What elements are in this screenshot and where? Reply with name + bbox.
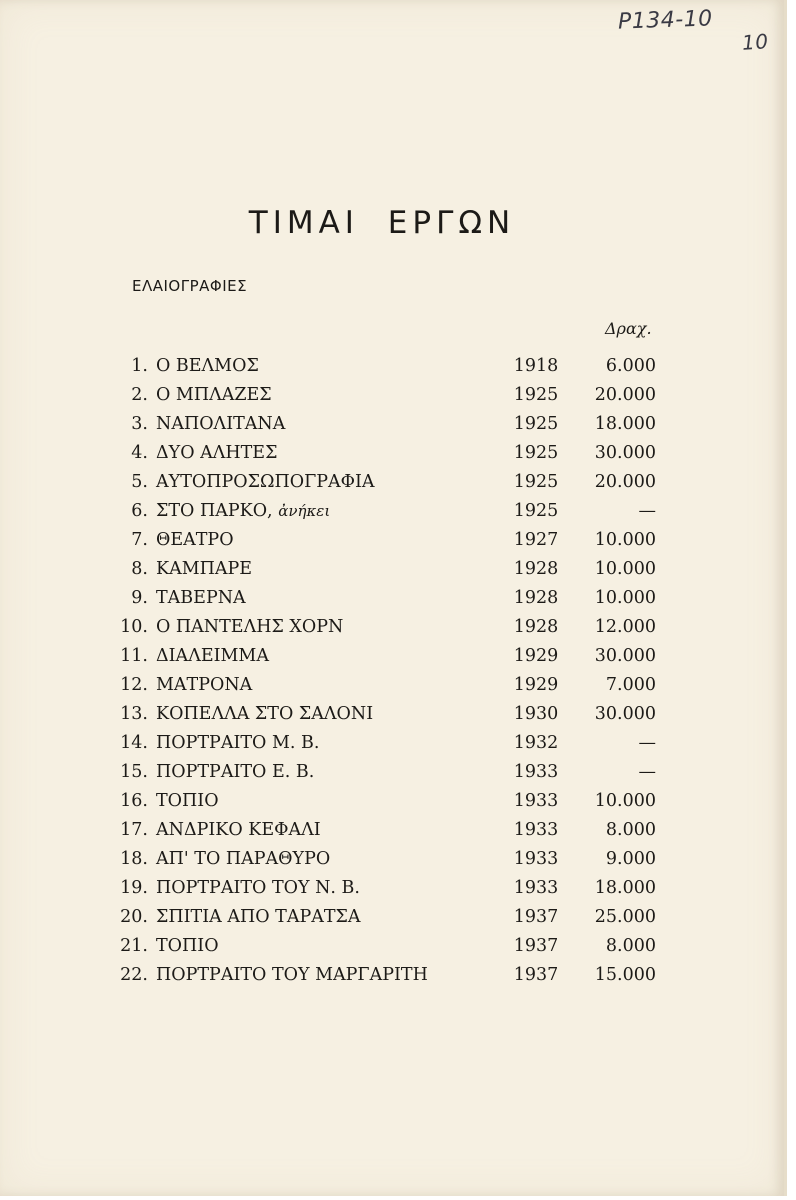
- item-number: 9.: [131, 588, 148, 608]
- item-year: 1937: [513, 907, 559, 927]
- item-title-cell: [156, 497, 330, 526]
- list-item: [0, 439, 784, 468]
- item-year: 1937: [513, 965, 559, 985]
- item-price: 9.000: [605, 849, 656, 869]
- item-number: 18.: [120, 849, 148, 869]
- item-title-cell: [156, 845, 330, 874]
- currency-column-header: Δραχ.: [605, 319, 652, 338]
- item-number: 12.: [120, 675, 148, 695]
- item-title: ΑΥΤΟΠΡΟΣΩΠΟΓΡΑΦΙΑ: [156, 472, 375, 492]
- item-title-cell: [156, 613, 343, 642]
- item-title: ΠΟΡΤΡΑΙΤΟ ΤΟΥ Ν. Β.: [156, 878, 360, 898]
- item-title-cell: [156, 671, 252, 700]
- item-price: —: [638, 501, 656, 521]
- item-title-cell: [156, 381, 272, 410]
- item-title-cell: [156, 903, 361, 932]
- item-number: 13.: [120, 704, 148, 724]
- item-number: 5.: [131, 472, 148, 492]
- handwritten-archive-code: P134-10: [617, 6, 714, 35]
- item-title: ΑΠ' ΤΟ ΠΑΡΑΘΥΡΟ: [156, 849, 331, 869]
- item-number: 15.: [120, 762, 148, 782]
- list-item: [0, 787, 784, 816]
- item-year: 1937: [513, 936, 559, 956]
- item-price: 20.000: [594, 385, 656, 405]
- list-item: [0, 961, 784, 990]
- section-heading: ΕΛΑΙΟΓΡΑΦΙΕΣ: [132, 277, 248, 295]
- item-year: 1928: [513, 588, 559, 608]
- list-item: [0, 352, 784, 381]
- item-title: ΚΑΜΠΑΡΕ: [156, 559, 253, 579]
- item-title-cell: [156, 961, 428, 990]
- item-title: ΔΥΟ ΑΛΗΤΕΣ: [156, 443, 278, 463]
- item-year: 1933: [513, 849, 559, 869]
- item-title-cell: [156, 555, 252, 584]
- item-year: 1929: [513, 646, 559, 666]
- list-item: [0, 932, 784, 961]
- list-item: [0, 700, 784, 729]
- item-year: 1928: [513, 617, 559, 637]
- item-year: 1925: [513, 414, 559, 434]
- item-title: Ο ΒΕΛΜΟΣ: [156, 356, 259, 376]
- item-price: 30.000: [594, 704, 656, 724]
- list-item: [0, 613, 784, 642]
- item-price: 30.000: [594, 646, 656, 666]
- item-price: 10.000: [594, 791, 656, 811]
- item-title-cell: [156, 584, 246, 613]
- item-number: 2.: [131, 385, 148, 405]
- list-item: [0, 526, 784, 555]
- item-title-cell: [156, 410, 285, 439]
- item-price: 18.000: [594, 414, 656, 434]
- item-price: 8.000: [605, 936, 656, 956]
- item-title-cell: [156, 787, 219, 816]
- item-price: 10.000: [594, 530, 656, 550]
- item-year: 1925: [513, 385, 559, 405]
- list-item: [0, 816, 784, 845]
- item-title: ΠΟΡΤΡΑΙΤΟ Μ. Β.: [156, 733, 320, 753]
- item-price: 12.000: [594, 617, 656, 637]
- item-title: ΠΟΡΤΡΑΙΤΟ ΤΟΥ ΜΑΡΓΑΡΙΤΗ: [156, 965, 428, 985]
- item-year: 1925: [513, 472, 559, 492]
- item-number: 3.: [131, 414, 148, 434]
- item-year: 1928: [513, 559, 559, 579]
- item-year: 1933: [513, 791, 559, 811]
- item-title-cell: [156, 816, 321, 845]
- list-item: [0, 642, 784, 671]
- item-title: ΔΙΑΛΕΙΜΜΑ: [156, 646, 269, 666]
- item-year: 1925: [513, 501, 559, 521]
- item-title: ΣΠΙΤΙΑ ΑΠΟ ΤΑΡΑΤΣΑ: [156, 907, 361, 927]
- page-title: ΤΙΜΑΙ ΕΡΓΩΝ: [248, 205, 516, 241]
- item-note: ἀνήκει: [278, 502, 331, 520]
- item-price: 10.000: [594, 559, 656, 579]
- item-price: 7.000: [605, 675, 656, 695]
- item-title: ΝΑΠΟΛΙΤΑΝΑ: [156, 414, 286, 434]
- item-number: 17.: [120, 820, 148, 840]
- list-item: [0, 381, 784, 410]
- item-title-cell: [156, 468, 375, 497]
- list-item: [0, 497, 784, 526]
- item-year: 1927: [513, 530, 559, 550]
- item-title-cell: [156, 642, 269, 671]
- item-title-cell: [156, 526, 234, 555]
- item-title: ΣΤΟ ΠΑΡΚΟ,: [156, 501, 273, 521]
- handwritten-page-number: 10: [741, 29, 770, 55]
- list-item: [0, 671, 784, 700]
- item-number: 16.: [120, 791, 148, 811]
- item-number: 11.: [120, 646, 148, 666]
- item-title: ΚΟΠΕΛΛΑ ΣΤΟ ΣΑΛΟΝΙ: [156, 704, 374, 724]
- list-item: [0, 410, 784, 439]
- list-item: [0, 874, 784, 903]
- item-title-cell: [156, 729, 319, 758]
- item-price: 30.000: [594, 443, 656, 463]
- list-item: [0, 555, 784, 584]
- item-title: ΠΟΡΤΡΑΙΤΟ Ε. Β.: [156, 762, 315, 782]
- item-number: 22.: [120, 965, 148, 985]
- item-number: 7.: [131, 530, 148, 550]
- list-item: [0, 729, 784, 758]
- item-price: —: [638, 733, 656, 753]
- item-year: 1933: [513, 820, 559, 840]
- item-year: 1925: [513, 443, 559, 463]
- item-title: ΜΑΤΡΟΝΑ: [156, 675, 253, 695]
- list-item: [0, 845, 784, 874]
- item-price: 25.000: [594, 907, 656, 927]
- item-price: —: [638, 762, 656, 782]
- item-year: 1918: [513, 356, 559, 376]
- item-title-cell: [156, 352, 259, 381]
- item-price: 15.000: [594, 965, 656, 985]
- item-price: 8.000: [605, 820, 656, 840]
- item-title-cell: [156, 439, 277, 468]
- item-year: 1933: [513, 762, 559, 782]
- list-item: [0, 903, 784, 932]
- list-item: [0, 758, 784, 787]
- item-price: 20.000: [594, 472, 656, 492]
- item-number: 6.: [131, 501, 148, 521]
- item-number: 8.: [131, 559, 148, 579]
- item-title-cell: [156, 874, 360, 903]
- item-title-cell: [156, 758, 314, 787]
- item-year: 1929: [513, 675, 559, 695]
- item-number: 1.: [131, 356, 148, 376]
- item-price: 18.000: [594, 878, 656, 898]
- item-title-cell: [156, 700, 373, 729]
- item-year: 1930: [513, 704, 559, 724]
- item-number: 10.: [120, 617, 148, 637]
- item-title: Ο ΜΠΛΑΖΕΣ: [156, 385, 272, 405]
- works-list: [0, 352, 784, 990]
- item-number: 20.: [120, 907, 148, 927]
- item-title: ΤΟΠΙΟ: [156, 936, 219, 956]
- item-number: 21.: [120, 936, 148, 956]
- item-price: 10.000: [594, 588, 656, 608]
- item-title: ΤΟΠΙΟ: [156, 791, 219, 811]
- item-year: 1933: [513, 878, 559, 898]
- list-item: [0, 468, 784, 497]
- item-number: 14.: [120, 733, 148, 753]
- item-number: 19.: [120, 878, 148, 898]
- item-number: 4.: [131, 443, 148, 463]
- item-price: 6.000: [605, 356, 656, 376]
- item-title-cell: [156, 932, 219, 961]
- item-title: ΘΕΑΤΡΟ: [156, 530, 234, 550]
- item-title: Ο ΠΑΝΤΕΛΗΣ ΧΟΡΝ: [156, 617, 344, 637]
- item-year: 1932: [513, 733, 559, 753]
- list-item: [0, 584, 784, 613]
- item-title: ΤΑΒΕΡΝΑ: [156, 588, 246, 608]
- item-title: ΑΝΔΡΙΚΟ ΚΕΦΑΛΙ: [156, 820, 321, 840]
